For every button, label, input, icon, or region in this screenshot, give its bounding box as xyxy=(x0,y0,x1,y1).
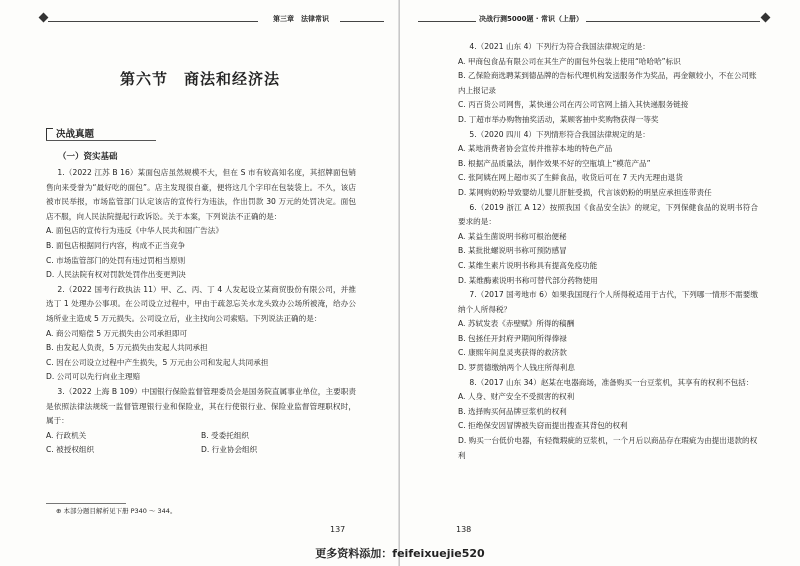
q2-option-c: C. 因在公司设立过程中产生损失，5 万元由公司和发起人共同承担 xyxy=(46,357,269,367)
footnote-rule xyxy=(46,503,126,504)
question-5: 5.（2020 四川 4）下列情形符合我国法律规定的是： xyxy=(469,129,650,139)
question-8: 8.（2017 山东 34）赵某在电器商场，准备购买一台豆浆机，其享有的权利不包括： xyxy=(469,377,754,387)
q3-option-b: B. 受委托组织 xyxy=(201,430,250,440)
q1-option-d: D. 人民法院有权对罚款处罚作出变更判决 xyxy=(46,270,186,280)
question-6: 6.（2019 浙江 A 12）按照我国《食品安全法》的规定，下列保健食品的说明书符合要求的是： xyxy=(458,202,758,227)
q3-option-d: D. 行业协会组织 xyxy=(201,445,258,455)
page-number: 137 xyxy=(330,525,346,534)
q5-option-b: B. 根据产品质量法，制作效果不好的空瓶填上“模范产品” xyxy=(458,158,651,168)
q7-option-d: D. 罗贯德缴纳两个人钱庄所得利息 xyxy=(458,363,575,373)
q5-option-d: D. 某网购奶粉导致婴幼儿婴儿肝脏受损，代言该奶粉的明星应承担连带责任 xyxy=(458,187,712,197)
q2-option-b: B. 由发起人负责，5 万元损失由发起人共同承担 xyxy=(46,343,208,353)
q1-option-a: A. 面包店的宣传行为违反《中华人民共和国广告法》 xyxy=(46,226,223,236)
header-rule xyxy=(48,21,258,22)
chapter-header: 第三章 法律常识 xyxy=(270,14,332,24)
q7-option-a: A. 苏轼发表《赤壁赋》所得的稿酬 xyxy=(458,319,575,329)
q8-option-c: C. 拒绝保安因冒牌被失窃而提出搜查其背包的权利 xyxy=(458,421,628,431)
q6-option-a: A. 某益生菌说明书称可根治便秘 xyxy=(458,231,567,241)
q8-option-d: D. 购买一台低价电器，有轻微瑕疵的豆浆机，一个月后以商品存在瑕疵为由提出退款的权利 xyxy=(458,436,758,460)
q1-option-b: B. 面包店根据同行内容，构成不正当竞争 xyxy=(46,240,186,250)
q3-option-c: C. 被授权组织 xyxy=(46,445,95,455)
header-diamond-icon xyxy=(39,13,49,23)
q7-option-b: B. 包拯任开封府尹期间所得俸禄 xyxy=(458,333,567,343)
promo-banner: 更多资料添加：feifeixuejie520 xyxy=(315,547,485,560)
right-page xyxy=(400,0,800,566)
q4-option-a: A. 甲商包食品有限公司在其生产的面包外包装上使用“哈哈哈”标识 xyxy=(458,56,681,66)
right-question-column xyxy=(458,40,758,463)
q6-option-b: B. 某批批螺说明书称可预防感冒 xyxy=(458,246,567,256)
header-rule xyxy=(340,21,384,22)
q3-option-a: A. 行政机关 xyxy=(46,430,87,440)
left-question-column xyxy=(46,166,356,458)
q5-option-a: A. 某地消费者协会宣传并推荐本地的特色产品 xyxy=(458,144,613,154)
q6-option-d: D. 某维酶素说明书称可替代部分药物使用 xyxy=(458,275,598,285)
book-header: 决战行测5000题 · 常识（上册） xyxy=(476,14,586,24)
footnote: ⊕ 本部分题目解析见下册 P340 ～ 344。 xyxy=(56,507,177,515)
question-1: 1.（2022 江苏 B 16）某面包店虽然规模不大，但在 S 市有较高知名度，其招牌面包销售向来受誉为“最好吃的面包”。店主发现很自豪，便将这几个字印在包装袋上。不久，该店被市民举报，市场监管部门认定该店的宣传行为违法，作出罚款 30 万元的处罚决定。面包店不服，向人民法院提起行政诉讼。关于本案，下列说法不正确的是： xyxy=(46,168,356,221)
page-number: 138 xyxy=(456,525,472,534)
q7-option-c: C. 康熙年间皇灵夷获得的救济款 xyxy=(458,348,567,358)
question-7: 7.（2017 国考地市 6）如果我国现行个人所得税适用于古代，下列哪一情形不需要缴纳个人所得税？ xyxy=(458,290,758,314)
q4-option-d: D. 丁超市举办购物抽奖活动，某顾客抽中奖购物获得一等奖 xyxy=(458,114,659,124)
question-2: 2.（2022 国考行政执法 11）甲、乙、丙、丁 4 人发起设立某商贸股份有限公司，并推选丁 1 处理办公事项。在公司设立过程中，甲由于疏忽忘关水龙头致办公场所被淹，给办公场所业主造成 5 万元损失。公司设立后，业主找向公司索赔。下列说法正确的是： xyxy=(46,284,356,323)
header-diamond-icon xyxy=(761,13,771,23)
q4-option-b: B. 乙保险商选聘某到德品牌的告标代理机构发送服务作为奖品，再金额较小，不在公司账内上报记录 xyxy=(458,71,757,95)
q5-option-c: C. 张阿姨在网上超市买了生鲜食品，收货后可在 7 天内无理由退货 xyxy=(458,173,683,183)
q8-option-a: A. 人身、财产安全不受损害的权利 xyxy=(458,392,575,402)
q6-option-c: C. 某维生素片说明书称具有提高免疫功能 xyxy=(458,260,598,270)
section-title: 第六节 商法和经济法 xyxy=(119,70,280,88)
q3-options-row xyxy=(46,443,356,458)
q2-option-a: A. 商公司赔偿 5 万元损失由公司承担即可 xyxy=(46,328,188,338)
section-divider xyxy=(46,140,156,141)
subsection-heading: （一）资实基础 xyxy=(58,152,118,162)
section-heading: 决战真题 xyxy=(46,126,94,141)
header-rule xyxy=(418,21,480,22)
q4-option-c: C. 丙百货公司网售，某快递公司在丙公司官网上插入其快递服务链接 xyxy=(458,100,689,110)
question-3: 3.（2022 上海 B 109）中国银行保险监督管理委员会是国务院直属事业单位，主要职责是依照法律法规统一监督管理银行业和保险业，其在行使银行业、保险业监督管理职权时，属于： xyxy=(46,386,356,426)
question-4: 4.（2021 山东 4）下列行为符合我国法律规定的是： xyxy=(469,42,650,51)
q3-options-row xyxy=(46,429,356,444)
q1-option-c: C. 市场监管部门的处罚有违过罚相当原则 xyxy=(46,255,186,265)
q8-option-b: B. 选择购买何品牌豆浆机的权利 xyxy=(458,406,567,416)
q2-option-d: D. 公司可以先行向业主理赔 xyxy=(46,372,141,382)
